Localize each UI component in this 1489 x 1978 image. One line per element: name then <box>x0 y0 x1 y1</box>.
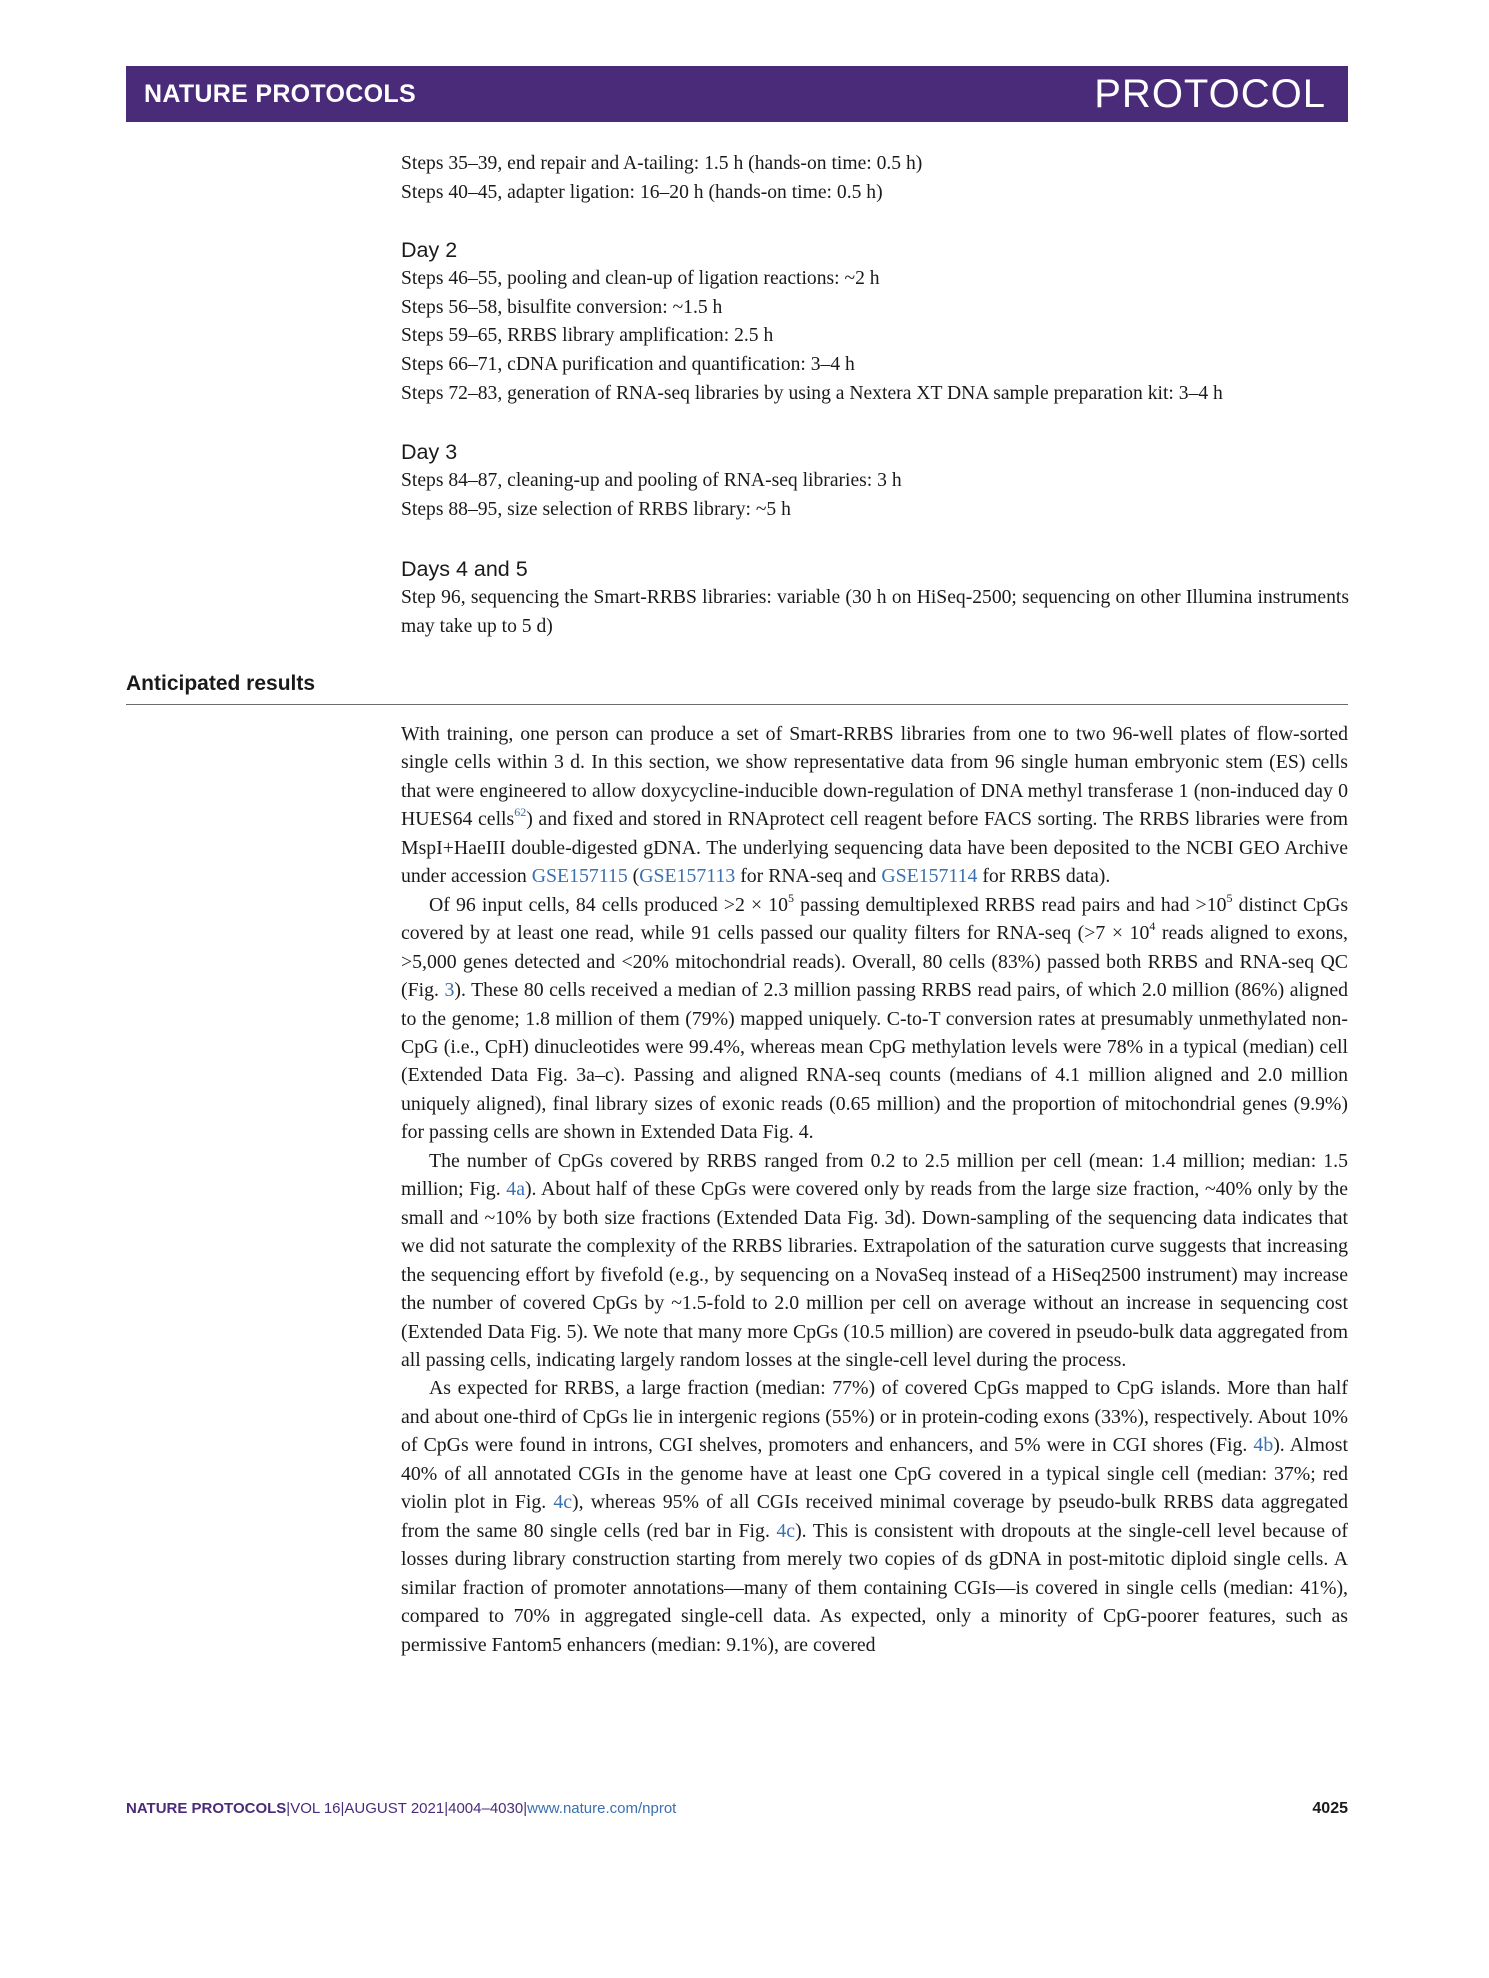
text: ) and fixed and stored in RNAprotect cell reagent before FACS sorting. The RRBS libraries were from MspI+HaeIII double-digested gDNA. The underlying sequencing data have been deposited to the NCBI GEO Archive under accession <box>401 808 1348 888</box>
footer-journal: NATURE PROTOCOLS <box>126 1800 287 1817</box>
timing-day1-tail <box>401 150 1349 207</box>
journal-title: NATURE PROTOCOLS <box>144 79 416 108</box>
footer-date: AUGUST 2021 <box>344 1800 445 1817</box>
text: ). About half of these CpGs were covered only by reads from the large size fraction, ~40% only by the small and ~10% by both size fractions (Extended Data Fig. 3d). Down-sampling of the sequencing data indicates that we did not saturate the complexity of the RRBS libraries. Extrapolation of the saturation curve suggests that increasing the sequencing effort by fivefold (e.g., by sequencing on a NovaSeq instead of a HiSeq2500 instrument) may increase the number of covered CpGs by ~1.5-fold to 2.0 million per cell on average without an increase in sequencing cost (Extended Data Fig. 5). We note that many more CpGs (10.5 million) are covered in pseudo-bulk data aggregated from all passing cells, indicating largely random losses at the single-cell level during the process. <box>401 1178 1349 1371</box>
footer-separator: | <box>523 1800 528 1817</box>
timing-line: Steps 66–71, cDNA purification and quantification: 3–4 h <box>401 354 855 376</box>
text: for RNA-seq and <box>735 865 882 888</box>
accession-link[interactable]: GSE157115 <box>531 865 628 888</box>
footer-url-link[interactable]: www.nature.com/nprot <box>527 1800 677 1817</box>
timing-line: Steps 46–55, pooling and clean-up of ligation reactions: ~2 h <box>401 268 880 289</box>
footer-separator: | <box>340 1800 345 1817</box>
text: The number of CpGs covered by RRBS ranged from 0.2 to 2.5 million per cell (mean: 1.4 million; median: 1.5 million; Fig. <box>401 1149 1348 1201</box>
text: As expected for RRBS, a large fraction (median: 77%) of covered CpGs mapped to CpG islands. More than half and about one-third of CpGs lie in intergenic regions (55%) or in protein-coding exons (33%), respectively. About 10% of CpGs were found in introns, CGI shelves, promoters and enhancers, and 5% were in CGI shores (Fig. <box>401 1377 1348 1457</box>
figure-link[interactable]: 3 <box>444 979 455 1002</box>
figure-link[interactable]: 4a <box>506 1178 525 1201</box>
superscript: 5 <box>788 890 795 905</box>
figure-link[interactable]: 4c <box>553 1491 573 1514</box>
accession-link[interactable]: GSE157113 <box>639 865 736 888</box>
page-number: 4025 <box>1312 1800 1348 1817</box>
superscript: 5 <box>1226 890 1233 905</box>
citation[interactable]: 62 <box>514 805 527 820</box>
figure-link[interactable]: 4c <box>776 1519 796 1542</box>
timing-line: Steps 88–95, size selection of RRBS library: ~5 h <box>401 498 791 520</box>
footer-pages: 4004–4030 <box>448 1800 524 1817</box>
timing-line: Steps 72–83, generation of RNA-seq libraries by using a Nextera XT DNA sample preparation kit: 3–4 h <box>401 382 1223 404</box>
journal-header-bar <box>126 66 1348 122</box>
timing-day2 <box>401 235 1349 409</box>
figure-link[interactable]: 4b <box>1253 1434 1274 1457</box>
footer-separator: | <box>286 1800 291 1817</box>
timing-paragraph: Step 96, sequencing the Smart-RRBS libraries: variable (30 h on HiSeq-2500; sequencing on other Illumina instruments may take up to 5 d) <box>401 587 1349 637</box>
accession-link[interactable]: GSE157114 <box>881 865 978 888</box>
text: for RRBS data). <box>977 865 1111 888</box>
footer-citation <box>126 1800 676 1817</box>
text: distinct CpGs covered by at least one read, while 91 cells passed our quality filters for RNA-seq (>7 × 10 <box>401 893 1349 945</box>
text: With training, one person can produce a set of Smart-RRBS libraries from one to two 96-well plates of flow-sorted single cells within 3 d. In this section, we show representative data from 96 single human embryonic stem (ES) cells that were engineered to allow doxycycline-inducible down-regulation of DNA methyl transferase 1 (non-induced day 0 HUES64 cells <box>401 723 1348 831</box>
text: passing demultiplexed RRBS read pairs and had >10 <box>794 893 1227 916</box>
day-heading: Day 2 <box>401 238 458 262</box>
paragraph-2 <box>401 891 1348 1147</box>
timing-line: Steps 35–39, end repair and A-tailing: 1.5 h (hands-on time: 0.5 h) <box>401 153 923 174</box>
section-heading: Anticipated results <box>126 672 316 695</box>
text: ), whereas 95% of all CGIs received minimal coverage by pseudo-bulk RRBS data aggregated from the same 80 single cells (red bar in Fig. <box>401 1491 1349 1542</box>
timing-line: Steps 40–45, adapter ligation: 16–20 h (hands-on time: 0.5 h) <box>401 181 883 203</box>
text: Of 96 input cells, 84 cells produced >2 × 10 <box>429 893 789 916</box>
footer-volume: VOL 16 <box>290 1800 341 1817</box>
article-type-label: PROTOCOL <box>1094 71 1326 116</box>
paragraph-4 <box>401 1374 1348 1659</box>
timing-line: Steps 84–87, cleaning-up and pooling of RNA-seq libraries: 3 h <box>401 470 902 491</box>
section-divider <box>126 704 1348 705</box>
text: ( <box>627 865 640 888</box>
timing-day4-5 <box>401 554 1349 641</box>
day-heading: Day 3 <box>401 440 458 464</box>
paragraph-1 <box>401 720 1348 891</box>
day-heading: Days 4 and 5 <box>401 557 528 581</box>
text: ). Almost 40% of all annotated CGIs in the genome have at least one CpG covered in a typical single cell (median: 37%; red violin plot in Fig. <box>401 1434 1348 1514</box>
anticipated-results-body <box>401 720 1348 1659</box>
timing-day3 <box>401 437 1349 524</box>
page-footer <box>126 1800 1348 1818</box>
paragraph-3 <box>401 1147 1348 1375</box>
superscript: 4 <box>1149 919 1156 934</box>
text: ). This is consistent with dropouts at the single-cell level because of losses during library construction starting from merely two copies of ds gDNA in post-mitotic diploid single cells. A similar fraction of promoter annotations—many of them containing CGIs—is covered in single cells (median: 41%), compared to 70% in aggregated single-cell data. As expected, only a minority of CpG-poorer features, such as permissive Fantom5 enhancers (median: 9.1%), are covered <box>401 1519 1348 1656</box>
text: ). These 80 cells received a median of 2.3 million passing RRBS read pairs, of which 2.0 million (86%) aligned to the genome; 1.8 million of them (79%) mapped uniquely. C-to-T conversion rates at presumably unmethylated non-CpG (i.e., CpH) dinucleotides were 99.4%, whereas mean CpG methylation levels were 78% in a typical (median) cell (Extended Data Fig. 3a–c). Passing and aligned RNA-seq counts (medians of 4.1 million aligned and 2.0 million uniquely aligned), final library sizes of exonic reads (0.65 million) and the proportion of mitochondrial genes (9.9%) for passing cells are shown in Extended Data Fig. 4. <box>401 979 1348 1144</box>
timing-line: Steps 56–58, bisulfite conversion: ~1.5 h <box>401 296 723 318</box>
footer-separator: | <box>444 1800 449 1817</box>
text: reads aligned to exons, >5,000 genes detected and <20% mitochondrial reads). Overall, 80 cells (83%) passed both RRBS and RNA-seq QC (Fig. <box>401 922 1348 1002</box>
timing-line: Steps 59–65, RRBS library amplification: 2.5 h <box>401 325 774 347</box>
